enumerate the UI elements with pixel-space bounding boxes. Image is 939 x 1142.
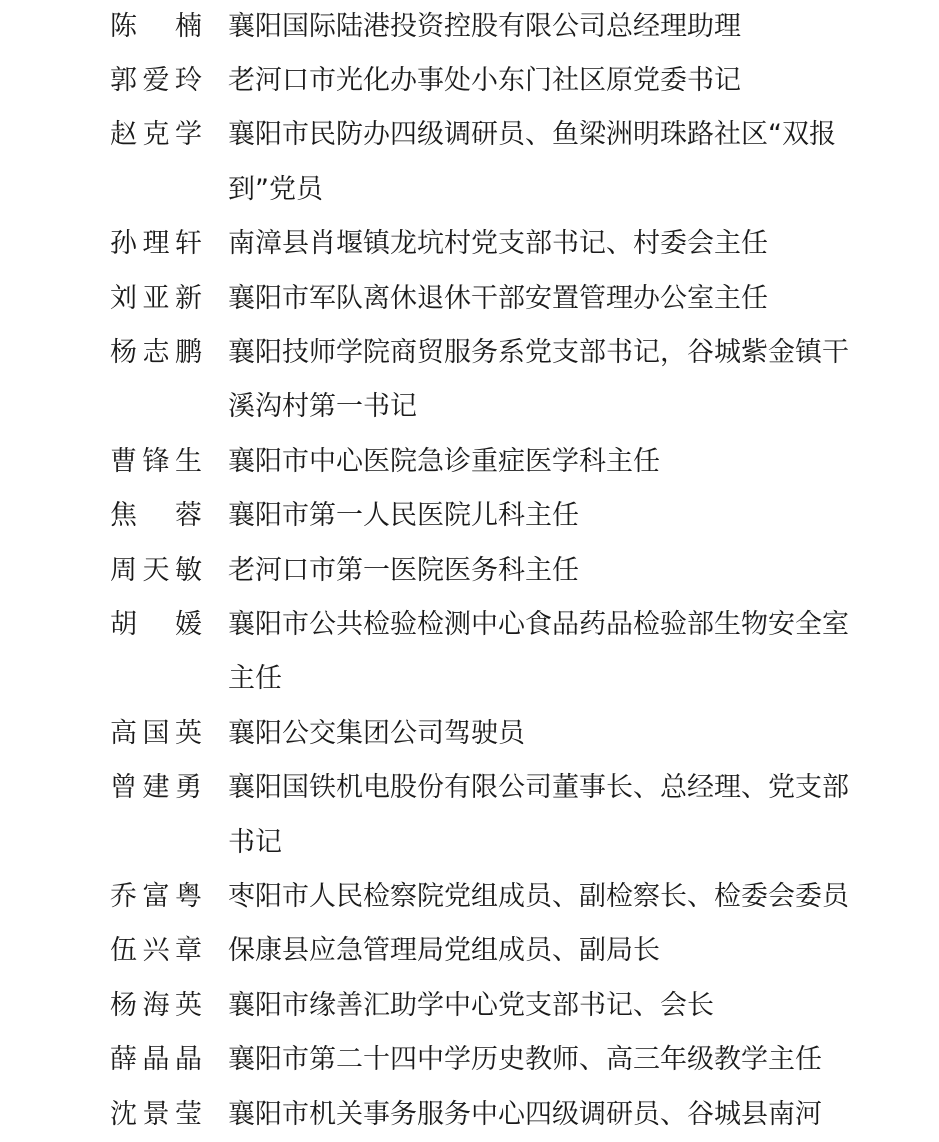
person-position: 襄阳市机关事务服务中心四级调研员、谷城县南河 [228, 1098, 822, 1130]
list-item [0, 0, 939, 54]
person-name: 薛 晶 晶 [110, 1044, 202, 1076]
list-item [0, 326, 939, 435]
person-name: 杨 海 英 [110, 989, 202, 1021]
person-name: 曹 锋 生 [110, 445, 202, 477]
person-position: 襄阳市军队离休退休干部安置管理办公室主任 [228, 282, 768, 314]
person-name: 高 国 英 [110, 717, 202, 749]
list-item [0, 761, 939, 870]
person-name: 伍 兴 章 [110, 935, 202, 967]
person-name: 刘 亚 新 [110, 282, 202, 314]
person-position: 保康县应急管理局党组成员、副局长 [228, 935, 660, 967]
person-name: 乔 富 粤 [110, 881, 202, 912]
person-name: 周 天 敏 [110, 554, 202, 586]
person-position: 老河口市第一医院医务科主任 [228, 554, 579, 586]
person-position: 枣阳市人民检察院党组成员、副检察长、检委会委员 [228, 881, 849, 912]
person-position: 南漳县肖堰镇龙坑村党支部书记、村委会主任 [228, 228, 768, 260]
person-name: 孙 理 轩 [110, 228, 202, 260]
list-item [0, 1088, 939, 1142]
list-item [0, 54, 939, 108]
person-position: 襄阳市公共检验检测中心食品药品检验部生物安全室主任 [228, 608, 849, 695]
person-position: 襄阳公交集团公司驾驶员 [228, 717, 525, 749]
list-item [0, 707, 939, 761]
list-item [0, 1033, 939, 1087]
person-position: 襄阳技师学院商贸服务系党支部书记，谷城紫金镇干溪沟村第一书记 [228, 336, 849, 423]
person-position: 襄阳市中心医院急诊重症医学科主任 [228, 445, 660, 477]
list-item [0, 924, 939, 978]
list-item [0, 544, 939, 598]
list-item [0, 272, 939, 326]
list-item [0, 217, 939, 271]
person-name: 赵 克 学 [110, 119, 202, 151]
person-name: 陈 楠 [110, 10, 202, 42]
list-item [0, 108, 939, 217]
list-item [0, 979, 939, 1033]
person-name: 曾 建 勇 [110, 772, 202, 804]
person-position: 襄阳市民防办四级调研员、鱼梁洲明珠路社区“双报到”党员 [228, 119, 836, 205]
list-item [0, 489, 939, 543]
person-name: 焦 蓉 [110, 500, 202, 532]
person-name: 杨 志 鹏 [110, 336, 202, 368]
person-name: 郭 爱 玲 [110, 64, 202, 96]
person-position: 襄阳国铁机电股份有限公司董事长、总经理、党支部书记 [228, 772, 849, 858]
person-position: 襄阳市缘善汇助学中心党支部书记、会长 [228, 989, 714, 1021]
person-position: 老河口市光化办事处小东门社区原党委书记 [228, 64, 741, 96]
list-item [0, 870, 939, 924]
person-position: 襄阳市第一人民医院儿科主任 [228, 500, 579, 532]
person-name: 胡 媛 [110, 608, 202, 640]
list-item [0, 598, 939, 707]
person-position: 襄阳国际陆港投资控股有限公司总经理助理 [228, 10, 741, 42]
person-name: 沈 景 莹 [110, 1098, 202, 1130]
list-item [0, 435, 939, 489]
person-position: 襄阳市第二十四中学历史教师、高三年级教学主任 [228, 1044, 822, 1076]
